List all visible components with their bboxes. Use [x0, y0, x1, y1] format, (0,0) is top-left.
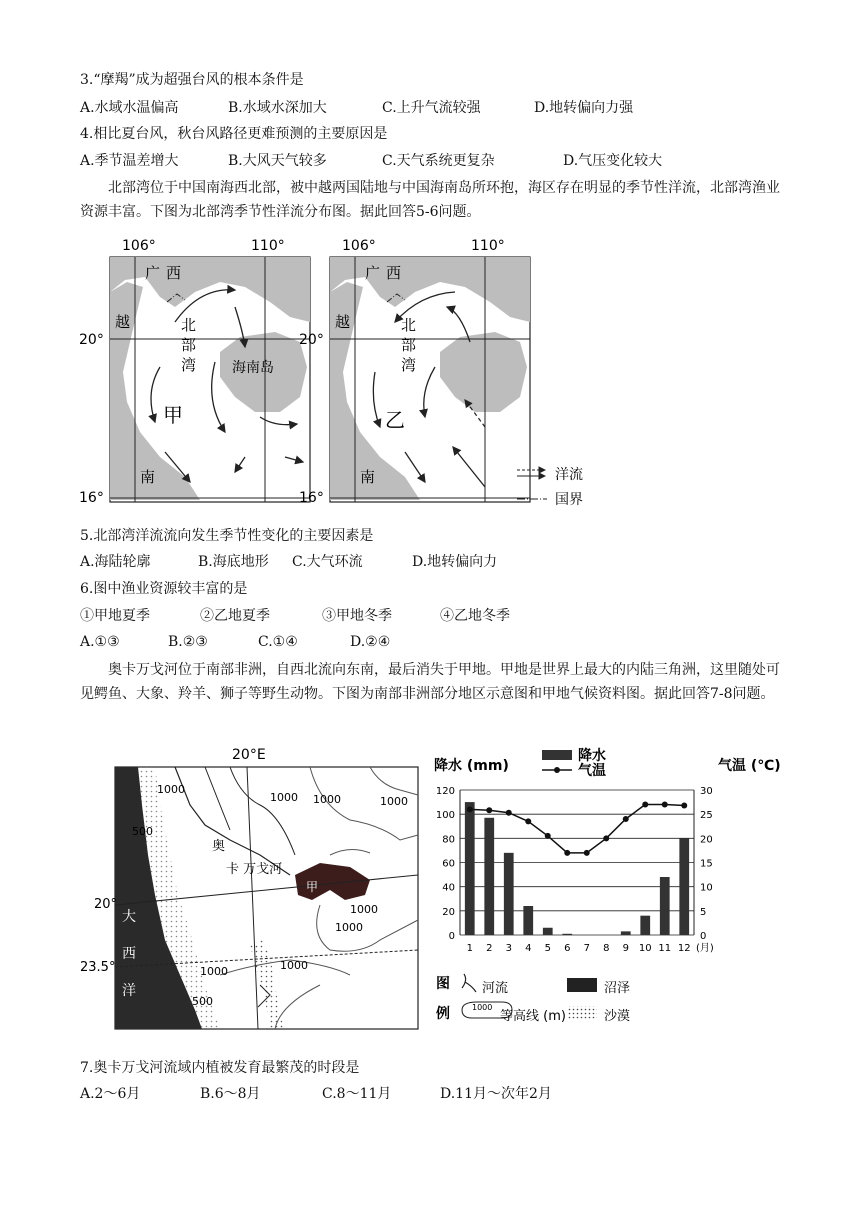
- chart-legend: [542, 747, 606, 779]
- precip-bar: [484, 818, 494, 935]
- q5-option-b: B.海底地形: [198, 554, 269, 570]
- q6-stem: 6.图中渔业资源较丰富的是: [80, 581, 248, 597]
- chart-ytick-left: 120: [435, 786, 455, 797]
- beibu-gulf-current-map: [75, 232, 615, 512]
- map2-lon-20e: 20°E: [232, 747, 266, 763]
- chart-ytick-left: 40: [442, 882, 455, 894]
- map2-contour-label: 1000: [157, 783, 185, 796]
- map1-lat-16-left: 16°: [79, 490, 104, 506]
- chart-ytick-right: 25: [700, 810, 713, 822]
- q6-option-a: A.①③: [80, 634, 120, 650]
- temp-point: [584, 850, 590, 856]
- q3-option-d: D.地转偏向力强: [534, 100, 634, 116]
- precip-bar: [562, 934, 572, 935]
- q3-option-a: A.水域水温偏高: [80, 100, 179, 116]
- legend-swamp: 沼泽: [604, 981, 631, 996]
- map2-legend: [432, 972, 782, 1032]
- q5-option-d: D.地转偏向力: [412, 554, 498, 570]
- q6-item-2: ②乙地夏季: [200, 608, 270, 624]
- chart-ylabel-left: 降水 (mm): [434, 758, 509, 774]
- q6-item-3: ③甲地冬季: [322, 608, 392, 624]
- temp-point: [623, 816, 629, 822]
- map1-yue-right: 越: [335, 313, 351, 331]
- passage-beibu-gulf: 北部湾位于中国南海西北部，被中越两国陆地与中国海南岛所环抱，海区存在明显的季节性洋流，北部湾渔业资源丰富。下图为北部湾季节性洋流分布图。据此回答5-6问题。: [80, 180, 780, 220]
- swamp-icon: [567, 978, 597, 992]
- chart-ytick-right: 0: [700, 931, 707, 942]
- climate-chart: [432, 745, 784, 970]
- map2-ocean-char1: 大: [122, 909, 136, 925]
- chart-ytick-right: 30: [700, 786, 713, 797]
- map1-site-jia: 甲: [163, 403, 183, 427]
- precip-bar: [523, 906, 533, 935]
- map2-contour-label: 1000: [350, 903, 378, 916]
- chart-ylabel-right: 气温 (℃): [718, 758, 781, 774]
- chart-xtick: 1: [466, 943, 473, 954]
- legend-current-label: 洋流: [555, 467, 583, 483]
- chart-xtick: 7: [583, 943, 590, 954]
- chart-ytick-right: 5: [700, 906, 707, 918]
- map1-lon-106-right: 106°: [342, 238, 376, 254]
- legend-contour-value: 1000: [472, 1003, 493, 1012]
- temp-point: [642, 802, 648, 808]
- precip-bar: [621, 931, 631, 935]
- map-panel-left: [110, 257, 310, 502]
- map2-contour-label: 1000: [313, 793, 341, 806]
- map1-gulf-char1-left: 北: [181, 316, 197, 334]
- precip-bar: [465, 802, 475, 935]
- q6-option-b: B.②③: [168, 634, 208, 650]
- map2-contour-label: 1000: [380, 795, 408, 808]
- q6-item-1: ①甲地夏季: [80, 608, 150, 624]
- legend-border-label: 国界: [555, 492, 583, 508]
- chart-ytick-left: 0: [448, 931, 455, 942]
- map1-site-yi: 乙: [385, 408, 405, 432]
- map1-gulf-char3-left: 湾: [181, 356, 197, 374]
- precip-bar: [543, 928, 553, 935]
- map1-lon-110-right: 110°: [471, 238, 505, 254]
- map2-lat-20: 20°: [94, 897, 118, 912]
- precip-bar: [504, 853, 514, 935]
- map2-site-jia: 甲: [306, 880, 319, 894]
- legend-contour: 等高线 (m): [500, 1009, 566, 1024]
- chart-xtick: 5: [544, 943, 551, 954]
- temp-point: [506, 810, 512, 816]
- q3-option-b: B.水域水深加大: [228, 100, 327, 116]
- river-icon: [462, 974, 476, 992]
- temp-point: [545, 833, 551, 839]
- chart-xtick: 3: [505, 943, 512, 954]
- chart-xtick: 11: [658, 943, 672, 954]
- map1-lon-110-left: 110°: [251, 238, 285, 254]
- chart-xtick: 8: [603, 943, 610, 954]
- temp-point: [662, 802, 668, 808]
- map2-river-label-1: 奥: [212, 839, 226, 854]
- q7-option-c: C.8～11月: [322, 1086, 392, 1102]
- legend-river: 河流: [482, 981, 509, 996]
- chart-ytick-left: 80: [442, 834, 455, 846]
- legend-precip: 降水: [578, 748, 606, 764]
- temp-line: [470, 805, 685, 853]
- map1-gulf-char3-right: 湾: [401, 356, 417, 374]
- desert-icon: [567, 1006, 597, 1020]
- precip-bar: [660, 877, 670, 935]
- chart-xunit: (月): [696, 943, 714, 954]
- map2-contour-label: 500: [192, 995, 213, 1008]
- map1-gulf-char1-right: 北: [401, 316, 417, 334]
- chart-xtick: 10: [638, 943, 652, 954]
- q6-option-c: C.①④: [258, 634, 298, 650]
- map1-lat-20-left: 20°: [79, 332, 104, 348]
- legend-title-2: 例: [436, 1006, 450, 1022]
- map2-lat-23-5: 23.5°: [80, 960, 116, 975]
- q7-option-d: D.11月～次年2月: [440, 1086, 552, 1102]
- q5-stem: 5.北部湾洋流流向发生季节性变化的主要因素是: [80, 528, 374, 544]
- map1-lat-20-right: 20°: [299, 332, 324, 348]
- map1-guangxi-right: 广西: [365, 264, 408, 282]
- map2-contour-label: 1000: [270, 791, 298, 804]
- chart-xtick: 12: [677, 943, 691, 954]
- q7-option-a: A.2～6月: [80, 1086, 141, 1102]
- q3-stem: 3.“摩羯”成为超强台风的根本条件是: [80, 72, 304, 88]
- map2-contour-label: 1000: [335, 921, 363, 934]
- precip-bar: [640, 916, 650, 935]
- chart-xtick: 6: [564, 943, 571, 954]
- chart-ytick-right: 15: [700, 858, 713, 870]
- passage-okavango: 奥卡万戈河位于南部非洲，自西北流向东南，最后消失于甲地。甲地是世界上最大的内陆三角洲，这里随处可见鳄鱼、大象、羚羊、狮子等野生动物。下图为南部非洲部分地区示意图和甲地气候资料图。据此回答7-8问题。: [80, 662, 780, 702]
- q4-option-b: B.大风天气较多: [228, 153, 327, 169]
- q6-item-4: ④乙地冬季: [440, 608, 510, 624]
- map1-yue-left: 越: [115, 313, 131, 331]
- chart-xtick: 4: [525, 943, 532, 954]
- chart-ytick-right: 10: [700, 882, 713, 894]
- q4-option-d: D.气压变化较大: [563, 153, 663, 169]
- q5-option-a: A.海陆轮廓: [80, 554, 151, 570]
- map1-gulf-char2-right: 部: [401, 336, 417, 354]
- precip-bar: [679, 838, 689, 935]
- chart-ytick-left: 100: [435, 810, 455, 822]
- map-panel-right: [330, 257, 530, 502]
- map2-ocean-char2: 西: [122, 946, 136, 962]
- q5-option-c: C.大气环流: [292, 554, 363, 570]
- map1-gulf-char2-left: 部: [181, 336, 197, 354]
- map2-contour-label: 1000: [200, 965, 228, 978]
- q6-option-d: D.②④: [350, 634, 391, 650]
- map2-contour-label: 1000: [280, 959, 308, 972]
- southern-africa-map: [80, 745, 425, 1035]
- legend-title-1: 图: [436, 976, 450, 992]
- q7-option-b: B.6～8月: [200, 1086, 261, 1102]
- map2-ocean-char3: 洋: [122, 983, 136, 999]
- temp-point: [525, 818, 531, 824]
- q4-option-c: C.天气系统更复杂: [382, 153, 495, 169]
- temp-point: [486, 807, 492, 813]
- chart-xtick: 9: [622, 943, 629, 954]
- chart-ytick-left: 20: [442, 906, 455, 918]
- map1-nan-right: 南: [360, 468, 376, 486]
- map1-lat-16-right: 16°: [299, 490, 324, 506]
- chart-ytick-left: 60: [442, 858, 455, 870]
- map1-hainan: 海南岛: [232, 360, 274, 376]
- q4-stem: 4.相比夏台风，秋台风路径更难预测的主要原因是: [80, 126, 388, 142]
- chart-xtick: 2: [486, 943, 493, 954]
- temp-point: [564, 850, 570, 856]
- temp-point: [681, 802, 687, 808]
- temp-point: [603, 835, 609, 841]
- map1-guangxi-left: 广西: [145, 264, 188, 282]
- map1-lon-106-left: 106°: [122, 238, 156, 254]
- temp-point: [467, 806, 473, 812]
- legend-desert: 沙漠: [604, 1009, 631, 1024]
- q4-option-a: A.季节温差增大: [80, 153, 179, 169]
- q7-stem: 7.奥卡万戈河流域内植被发育最繁茂的时段是: [80, 1060, 360, 1076]
- map2-contour-label: 500: [132, 825, 153, 838]
- chart-ytick-right: 20: [700, 834, 713, 846]
- map2-river-label-2: 卡 万戈河: [226, 862, 283, 877]
- q3-option-c: C.上升气流较强: [382, 100, 481, 116]
- legend-temp: 气温: [578, 763, 606, 779]
- map1-nan-left: 南: [140, 468, 156, 486]
